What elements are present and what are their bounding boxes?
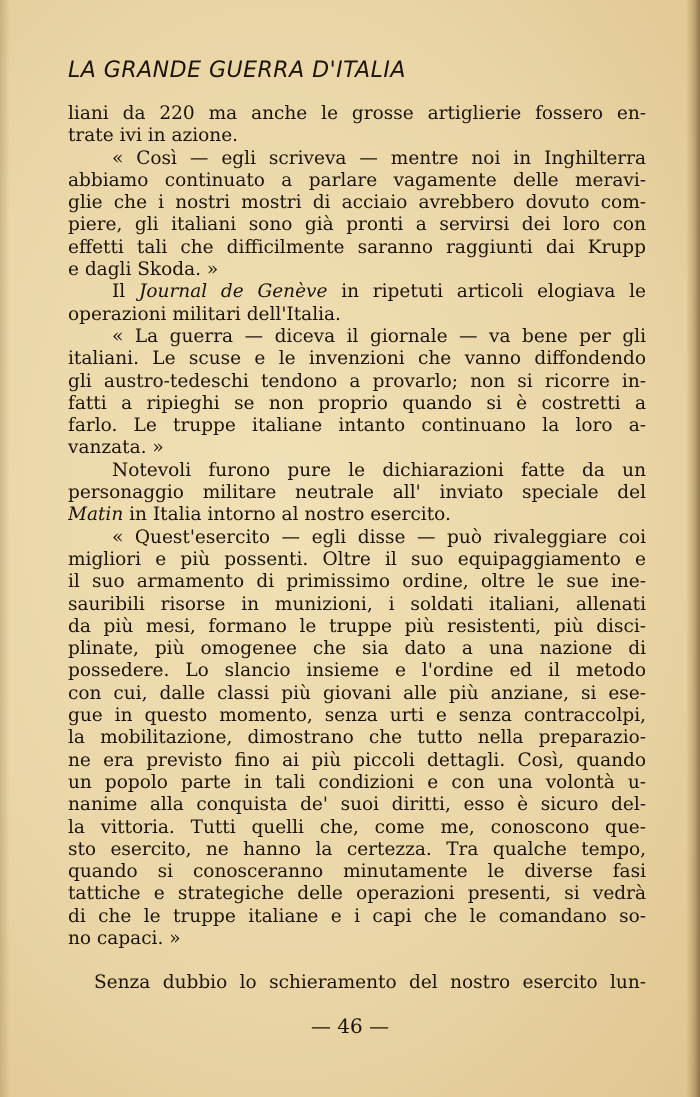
text-line: fatti a ripieghi se non proprio quando si è costretti a <box>68 392 646 414</box>
text-line: Notevoli furono pure le dichiarazioni fatte da un <box>112 459 646 481</box>
text-line-pre: Il <box>112 281 139 303</box>
text-line: sto esercito, ne hanno la certezza. Tra qualche tempo, <box>68 838 646 860</box>
text-line: vanzata. » <box>68 437 164 459</box>
page-number: — 46 — <box>310 1014 390 1038</box>
text-line: piere, gli italiani sono già pronti a servirsi dei loro con <box>68 214 646 236</box>
text-line: effetti tali che difficilmente saranno raggiunti dai Krupp <box>68 236 646 258</box>
text-line: possedere. Lo slancio insieme e l'ordine ed il metodo <box>68 660 646 682</box>
text-line: gli austro-tedeschi tendono a provarlo; non si ricorre in- <box>68 370 646 392</box>
text-line-post: in ripetuti articoli elogiava le <box>327 281 646 303</box>
text-line: gue in questo momento, senza urti e senza contraccolpi, <box>68 705 646 727</box>
text-line: di che le truppe italiane e i capi che le comandano so- <box>68 905 646 927</box>
text-line: migliori e più possenti. Oltre il suo equipaggiamento e <box>68 548 646 570</box>
page-left-shadow <box>0 0 10 1097</box>
text-line: nanime alla conquista de' suoi diritti, esso è sicuro del- <box>68 794 646 816</box>
text-line: plinate, più omogenee che sia dato a una nazione di <box>68 638 646 660</box>
text-line-italic: Journal de Genève <box>138 281 328 303</box>
text-line-post: in Italia intorno al nostro esercito. <box>123 504 451 526</box>
text-line: sauribili risorse in munizioni, i soldati italiani, allenati <box>68 593 646 615</box>
text-line: ne era previsto fino ai più piccoli dettagli. Così, quando <box>68 749 646 771</box>
running-head: LA GRANDE GUERRA D'ITALIA <box>68 58 406 83</box>
text-line: con cui, dalle classi più giovani alle più anziane, si ese- <box>68 682 646 704</box>
text-line: trate ivi in azione. <box>68 125 239 147</box>
body-text <box>68 103 646 995</box>
text-line: da più mesi, formano le truppe più resistenti, più disci- <box>68 615 646 637</box>
text-line-italic: Matin <box>68 504 124 526</box>
text-line: e dagli Skoda. » <box>68 259 219 281</box>
text-line: italiani. Le scuse e le invenzioni che vanno diffondendo <box>68 348 646 370</box>
text-line: liani da 220 ma anche le grosse artiglierie fossero en- <box>68 103 646 124</box>
text-line: personaggio militare neutrale all' inviato speciale del <box>68 482 646 504</box>
text-line: il suo armamento di primissimo ordine, oltre le sue ine- <box>68 571 646 593</box>
text-line: un popolo parte in tali condizioni e con una volontà u- <box>68 771 646 793</box>
text-line <box>68 281 646 303</box>
text-line <box>68 504 646 526</box>
text-line: la vittoria. Tutti quelli che, come me, conoscono que- <box>68 816 646 838</box>
text-line: la mobilitazione, dimostrano che tutto nella preparazio- <box>68 727 646 749</box>
text-line: quando si conosceranno minutamente le diverse fasi <box>68 861 646 883</box>
text-line: « Così — egli scriveva — mentre noi in Inghilterra <box>112 147 646 169</box>
page-right-shadow <box>686 0 700 1097</box>
text-line: abbiamo continuato a parlare vagamente delle meravi- <box>68 169 646 191</box>
text-line: tattiche e strategiche delle operazioni presenti, si vedrà <box>68 883 646 905</box>
text-line: « Quest'esercito — egli disse — può rivaleggiare coi <box>112 526 646 548</box>
text-line: operazioni militari dell'Italia. <box>68 303 341 325</box>
text-line: « La guerra — diceva il giornale — va bene per gli <box>112 325 646 347</box>
text-line: Senza dubbio lo schieramento del nostro esercito lun- <box>94 972 646 994</box>
text-line: glie che i nostri mostri di acciaio avrebbero dovuto com- <box>68 192 646 214</box>
text-line: no capaci. » <box>68 927 181 949</box>
text-line: farlo. Le truppe italiane intanto continuano la loro a- <box>68 415 646 437</box>
